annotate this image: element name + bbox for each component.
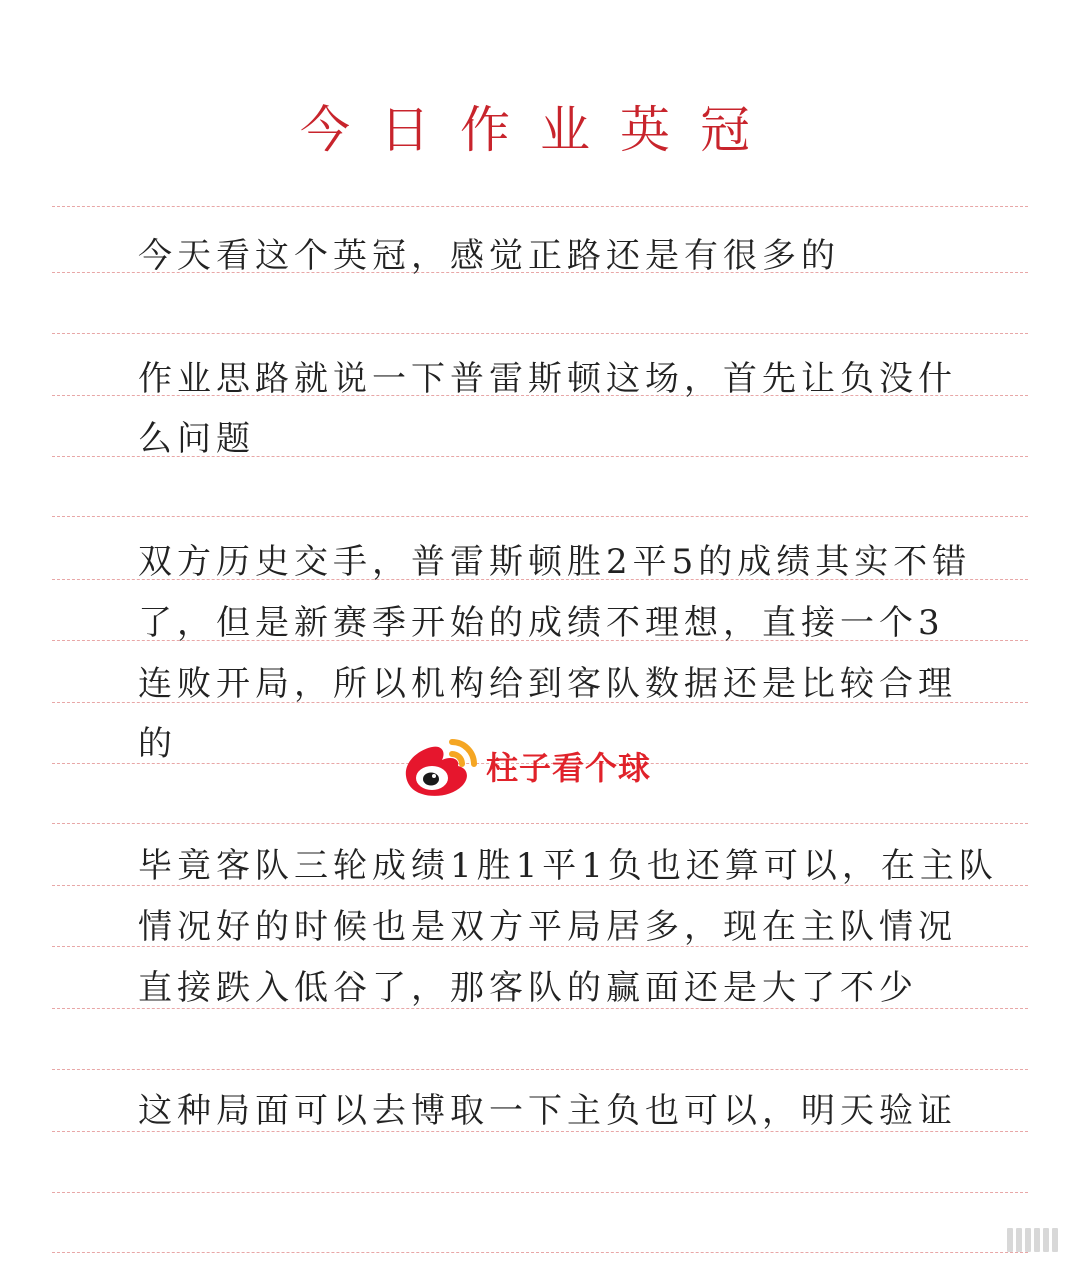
ruled-line: [52, 823, 1028, 824]
ruled-line: [52, 516, 1028, 517]
paragraph-3-line-1: 双方历史交手，普雷斯顿胜2平5的成绩其实不错: [138, 542, 972, 582]
paragraph-1-line-1: 今天看这个英冠，感觉正路还是有很多的: [138, 236, 840, 276]
paragraph-2-line-1: 作业思路就说一下普雷斯顿这场，首先让负没什: [138, 359, 957, 399]
paragraph-4-line-1: 毕竟客队三轮成绩1胜1平1负也还算可以，在主队: [138, 846, 998, 886]
paragraph-4-line-2: 情况好的时候也是双方平局居多，现在主队情况: [138, 907, 957, 947]
page-title: 今日作业英冠: [300, 101, 780, 159]
ruled-line: [52, 1192, 1028, 1193]
paragraph-3-line-2: 了，但是新赛季开始的成绩不理想，直接一个3: [138, 603, 945, 643]
ruled-line: [52, 1069, 1028, 1070]
weibo-account-name: 柱子看个球: [486, 749, 652, 787]
image-grid-icon[interactable]: [1006, 1226, 1066, 1254]
ruled-line: [52, 333, 1028, 334]
paragraph-3-line-3: 连败开局，所以机构给到客队数据还是比较合理: [138, 664, 957, 704]
paragraph-5-line-1: 这种局面可以去博取一下主负也可以，明天验证: [138, 1091, 957, 1131]
ruled-line: [52, 1252, 1028, 1253]
weibo-logo-icon: [398, 730, 484, 802]
paragraph-2-line-2: 么问题: [138, 419, 255, 459]
ruled-line: [52, 206, 1028, 207]
paragraph-4-line-3: 直接跌入低谷了，那客队的赢面还是大了不少: [138, 968, 918, 1008]
weibo-watermark: [398, 730, 651, 802]
paragraph-3-line-4: 的: [138, 724, 177, 764]
